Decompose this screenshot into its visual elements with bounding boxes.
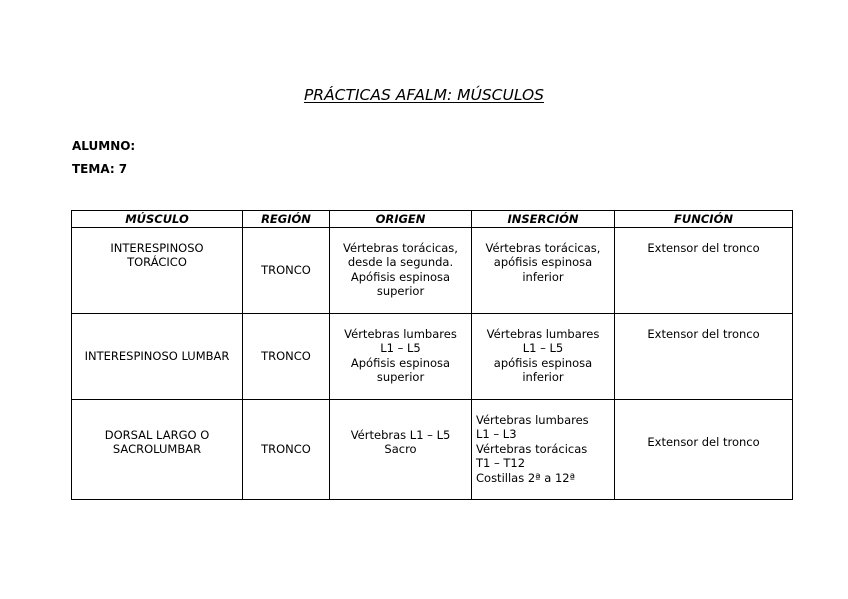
cell-line: DORSAL LARGO O (104, 427, 210, 442)
alumno-label: ALUMNO: (72, 139, 136, 153)
cell-funcion: Extensor del tronco (615, 313, 793, 399)
cell-line: Apófisis espinosa (350, 269, 451, 284)
header-musculo: MÚSCULO (72, 211, 243, 228)
cell-region: TRONCO (243, 313, 330, 399)
cell-line: superior (376, 370, 425, 385)
cell-line: TORÁCICO (127, 255, 187, 270)
cell-line: L1 – L3 (476, 427, 517, 442)
cell-origen (330, 399, 472, 499)
cell-musculo (72, 399, 243, 499)
muscles-table (71, 210, 793, 500)
tema-label: TEMA: 7 (72, 162, 128, 176)
cell-line: apófisis espinosa (493, 255, 593, 270)
cell-line: Vértebras lumbares (486, 326, 600, 341)
cell-line: L1 – L5 (522, 341, 564, 356)
cell-line: Vértebras torácicas (476, 441, 588, 456)
cell-line: INTERESPINOSO (110, 240, 204, 255)
cell-region: TRONCO (243, 399, 330, 499)
cell-line: desde la segunda. (347, 255, 454, 270)
cell-line: Costillas 2ª a 12ª (476, 470, 575, 485)
table-header-row (72, 211, 793, 228)
cell-funcion: Extensor del tronco (615, 399, 793, 499)
cell-musculo (72, 313, 243, 399)
cell-line: Sacro (384, 442, 417, 457)
header-origen: ORIGEN (330, 211, 472, 228)
header-region: REGIÓN (243, 211, 330, 228)
cell-line: Vértebras torácicas, (343, 240, 458, 255)
cell-line: SACROLUMBAR (112, 442, 202, 457)
page-title: PRÁCTICAS AFALM: MÚSCULOS (303, 86, 545, 104)
cell-line: Apófisis espinosa (350, 355, 451, 370)
cell-line: Vértebras lumbares (344, 326, 457, 341)
cell-origen (330, 313, 472, 399)
cell-line: INTERESPINOSO LUMBAR (84, 348, 230, 363)
header-funcion: FUNCIÓN (615, 211, 793, 228)
cell-line: superior (376, 284, 425, 299)
cell-line: Vértebras torácicas, (485, 240, 601, 255)
cell-line: apófisis espinosa (493, 355, 593, 370)
header-insercion: INSERCIÓN (472, 211, 615, 228)
cell-region: TRONCO (243, 227, 330, 313)
table-row (72, 313, 793, 399)
cell-origen (330, 227, 472, 313)
table-row (72, 227, 793, 313)
cell-insercion (472, 399, 615, 499)
cell-line: T1 – T12 (476, 456, 526, 471)
cell-line: Vértebras L1 – L5 (350, 427, 451, 442)
cell-funcion: Extensor del tronco (615, 227, 793, 313)
cell-line: inferior (522, 269, 564, 284)
cell-insercion (472, 227, 615, 313)
cell-line: inferior (522, 370, 564, 385)
cell-musculo (72, 227, 243, 313)
cell-insercion (472, 313, 615, 399)
table-row (72, 399, 793, 499)
cell-line: Vértebras lumbares (476, 412, 589, 427)
cell-line: L1 – L5 (380, 341, 421, 356)
